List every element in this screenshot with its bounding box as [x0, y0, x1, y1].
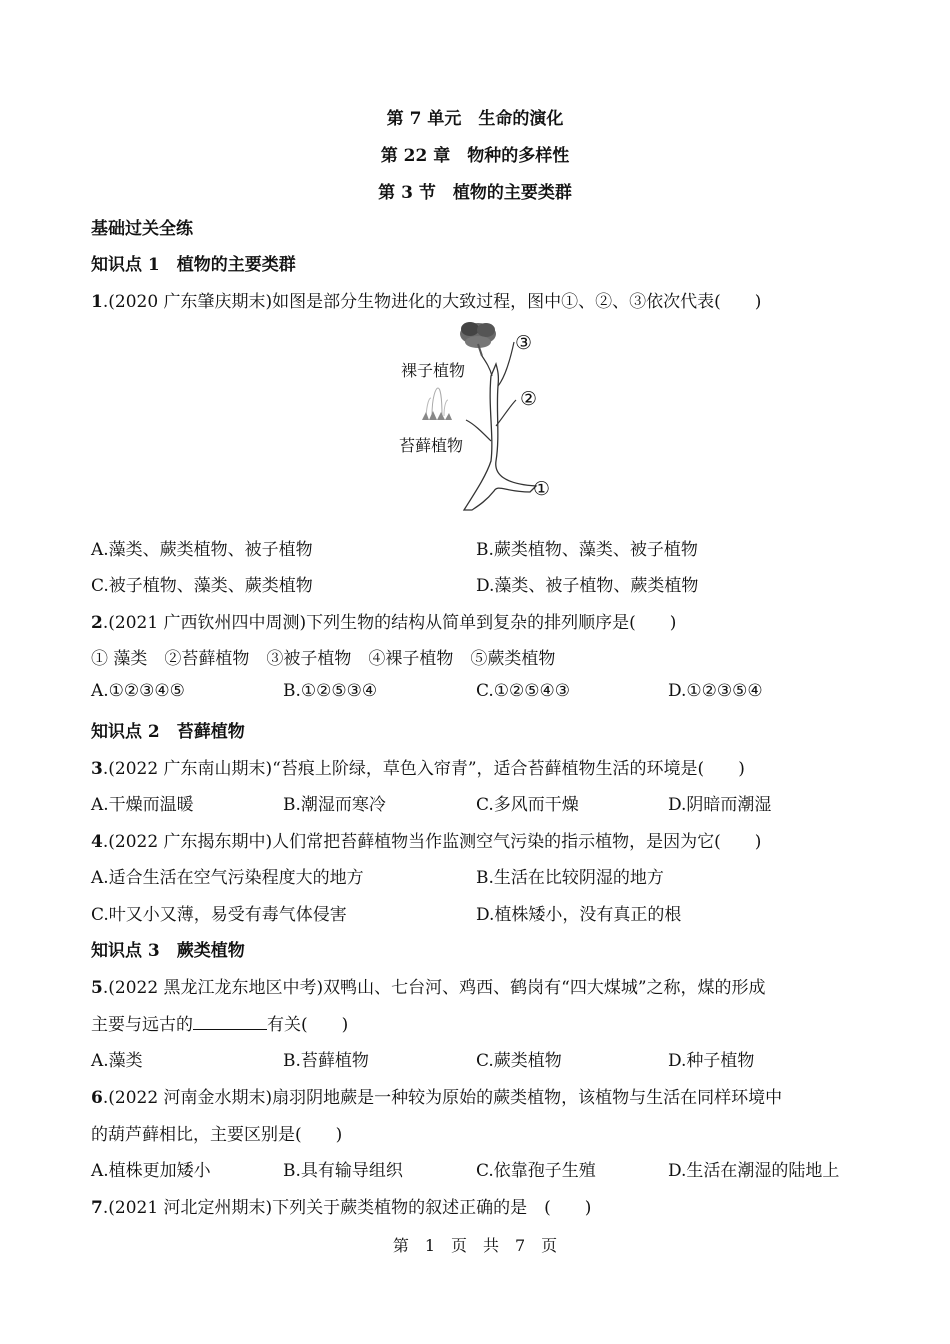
q6-option-a: A.植株更加矮小 [91, 1161, 211, 1181]
q1-option-b: B.蕨类植物、藻类、被子植物 [476, 540, 698, 560]
q4-option-c: C.叶又小又薄，易受有毒气体侵害 [91, 905, 347, 925]
question-5-line-2 [91, 1010, 348, 1035]
gymnosperm-tree-icon [460, 322, 496, 356]
knowledge-point-2: 知识点 2 苔藓植物 [91, 722, 245, 742]
q5-option-b: B.苔藓植物 [283, 1051, 369, 1071]
question-5-text: .(2022 黑龙江龙东地区中考)双鸭山、七台河、鸡西、鹤岗有“四大煤城”之称，煤的形成 [102, 978, 766, 998]
q1-option-d: D.藻类、被子植物、蕨类植物 [476, 576, 699, 596]
q1-option-a: A.藻类、蕨类植物、被子植物 [91, 540, 313, 560]
question-7-number: 7 [91, 1198, 103, 1218]
question-4 [91, 827, 761, 852]
moss-label: 苔藓植物 [399, 436, 464, 455]
unit-title: 第 7 单元 生命的演化 [386, 109, 564, 129]
q2-option-a: A.①②③④⑤ [91, 681, 185, 701]
question-5-text-2b: 有关( ) [267, 1015, 349, 1035]
question-1 [91, 287, 761, 312]
q6-option-b: B.具有输导组织 [283, 1161, 403, 1181]
q4-option-b: B.生活在比较阴湿的地方 [476, 868, 664, 888]
question-6-line-2: 的葫芦藓相比，主要区别是( ) [91, 1125, 343, 1145]
question-7 [91, 1193, 591, 1218]
question-4-number: 4 [91, 832, 103, 852]
q2-option-d: D.①②③⑤④ [668, 681, 763, 701]
gymnosperm-label: 裸子植物 [401, 361, 466, 380]
question-7-text: .(2021 河北定州期末)下列关于蕨类植物的叙述正确的是 ( ) [102, 1198, 592, 1218]
question-5-text-2a: 主要与远古的 [91, 1015, 193, 1035]
question-6 [91, 1083, 782, 1108]
q5-option-a: A.藻类 [91, 1051, 143, 1071]
mark-2: ② [520, 388, 538, 410]
q4-option-a: A.适合生活在空气污染程度大的地方 [91, 868, 364, 888]
knowledge-point-1: 知识点 1 植物的主要类群 [91, 255, 296, 275]
question-4-text: .(2022 广东揭东期中)人们常把苔藓植物当作监测空气污染的指示植物，是因为它( ) [102, 832, 762, 852]
question-2-items: ① 藻类 ②苔藓植物 ③被子植物 ④裸子植物 ⑤蕨类植物 [91, 649, 556, 669]
q4-option-d: D.植株矮小，没有真正的根 [476, 905, 682, 925]
mark-3: ③ [515, 332, 533, 354]
question-1-text: .(2020 广东肇庆期末)如图是部分生物进化的大致过程，图中①、②、③依次代表( ) [102, 292, 762, 312]
q3-option-a: A.干燥而温暖 [91, 795, 194, 815]
question-2-number: 2 [91, 613, 103, 633]
q5-option-c: C.蕨类植物 [476, 1051, 562, 1071]
page-footer: 第 1 页 共 7 页 [392, 1236, 558, 1255]
section-title: 第 3 节 植物的主要类群 [378, 183, 572, 203]
q3-option-b: B.潮湿而寒冷 [283, 795, 386, 815]
question-3-text: .(2022 广东南山期末)“苔痕上阶绿，草色入帘青”，适合苔藓植物生活的环境是( ) [102, 759, 745, 779]
q3-option-d: D.阴暗而潮湿 [668, 795, 772, 815]
question-6-number: 6 [91, 1088, 103, 1108]
practice-title: 基础过关全练 [91, 219, 193, 239]
moss-plant-icon [422, 388, 452, 420]
knowledge-point-3: 知识点 3 蕨类植物 [91, 941, 245, 961]
q2-option-c: C.①②⑤④③ [476, 681, 571, 701]
q2-option-b: B.①②⑤③④ [283, 681, 378, 701]
question-1-number: 1 [91, 292, 103, 312]
question-2-text: .(2021 广西钦州四中周测)下列生物的结构从简单到复杂的排列顺序是( ) [102, 613, 677, 633]
q5-option-d: D.种子植物 [668, 1051, 755, 1071]
question-2 [91, 608, 676, 633]
question-5-number: 5 [91, 978, 103, 998]
question-6-text: .(2022 河南金水期末)扇羽阴地蕨是一种较为原始的蕨类植物，该植物与生活在同样环境中 [102, 1088, 783, 1108]
q6-option-c: C.依靠孢子生殖 [476, 1161, 596, 1181]
chapter-title: 第 22 章 物种的多样性 [380, 146, 570, 166]
question-3-number: 3 [91, 759, 103, 779]
answer-blank [193, 1014, 267, 1030]
q3-option-c: C.多风而干燥 [476, 795, 579, 815]
q1-option-c: C.被子植物、藻类、蕨类植物 [91, 576, 313, 596]
evolution-tree-figure [396, 316, 566, 516]
mark-1: ① [533, 478, 551, 500]
question-3 [91, 754, 745, 779]
question-5 [91, 973, 766, 998]
q6-option-d: D.生活在潮湿的陆地上 [668, 1161, 840, 1181]
